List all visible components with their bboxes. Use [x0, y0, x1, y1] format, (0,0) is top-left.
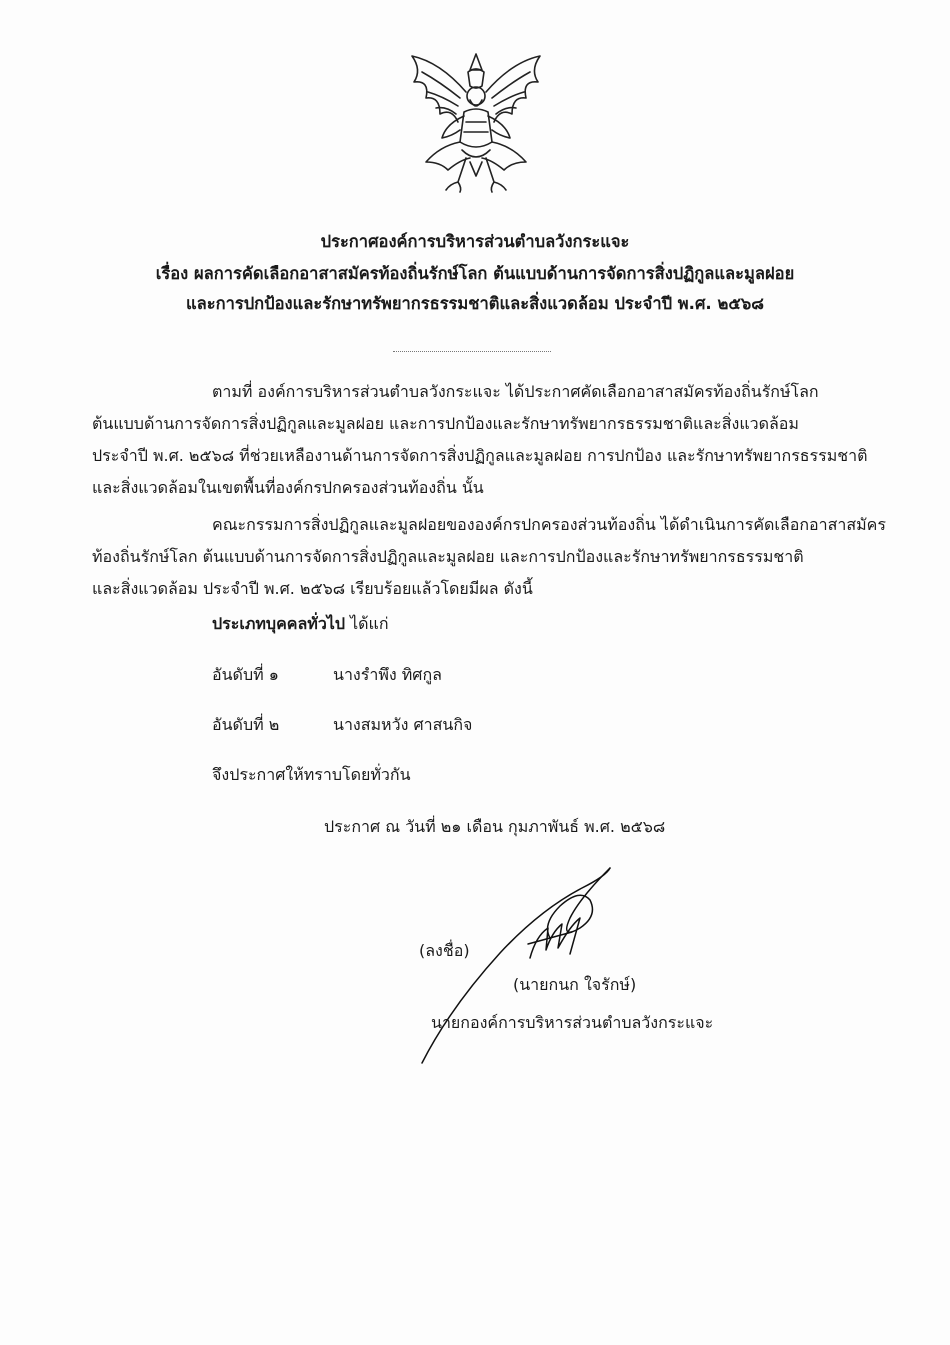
paragraph-2-line-1: คณะกรรมการสิ่งปฏิกูลและมูลฝอยขององค์กรปกครองส่วนท้องถิ่น ได้ดำเนินการคัดเลือกอาสาสมัคร: [212, 515, 886, 534]
title-divider: [393, 351, 551, 352]
subject-line-2: และการปกป้องและรักษาทรัพยากรธรรมชาติและสิ่งแวดล้อม ประจำปี พ.ศ. ๒๕๖๘: [185, 294, 765, 313]
rank-2-name: นางสมหวัง ศาสนกิจ: [333, 715, 473, 734]
category-label: ประเภทบุคคลทั่วไป: [212, 614, 346, 633]
signed-label: (ลงชื่อ): [419, 941, 470, 960]
paragraph-1-line-4: และสิ่งแวดล้อมในเขตพื้นที่องค์กรปกครองส่วนท้องถิ่น นั้น: [92, 478, 484, 497]
subject-line-1: เรื่อง ผลการคัดเลือกอาสาสมัครท้องถิ่นรักษ์โลก ต้นแบบด้านการจัดการสิ่งปฏิกูลและมูลฝอย: [155, 264, 795, 283]
paragraph-2-line-2: ท้องถิ่นรักษ์โลก ต้นแบบด้านการจัดการสิ่งปฏิกูลและมูลฝอย และการปกป้องและรักษาทรัพยากรธรรมชาติ: [92, 547, 804, 566]
paragraph-2-line-3: และสิ่งแวดล้อม ประจำปี พ.ศ. ๒๕๖๘ เรียบร้อยแล้วโดยมีผล ดังนี้: [92, 579, 533, 598]
paragraph-1-line-2: ต้นแบบด้านการจัดการสิ่งปฏิกูลและมูลฝอย และการปกป้องและรักษาทรัพยากรธรรมชาติและสิ่งแวดล้อม: [92, 414, 799, 433]
signatory-name: (นายกนก ใจรักษ์): [513, 975, 637, 994]
rank-1-label: อันดับที่ ๑: [212, 665, 279, 684]
closing-line: จึงประกาศให้ทราบโดยทั่วกัน: [212, 765, 411, 784]
announcement-title: ประกาศองค์การบริหารส่วนตำบลวังกระแจะ: [320, 232, 630, 251]
category-line: [212, 612, 389, 637]
category-suffix: ได้แก่: [345, 614, 389, 633]
rank-2-label: อันดับที่ ๒: [212, 715, 280, 734]
paragraph-1-line-1: ตามที่ องค์การบริหารส่วนตำบลวังกระแจะ ได้ประกาศคัดเลือกอาสาสมัครท้องถิ่นรักษ์โลก: [212, 382, 819, 401]
paragraph-1-line-3: ประจำปี พ.ศ. ๒๕๖๘ ที่ช่วยเหลืองานด้านการจัดการสิ่งปฏิกูลและมูลฝอย การปกป้อง และรักษาทรัพยากรธรรมชาติ: [92, 446, 868, 465]
date-line: ประกาศ ณ วันที่ ๒๑ เดือน กุมภาพันธ์ พ.ศ. ๒๕๖๘: [324, 817, 666, 836]
garuda-emblem: [400, 42, 552, 200]
signatory-position: นายกองค์การบริหารส่วนตำบลวังกระแจะ: [431, 1013, 714, 1032]
rank-1-name: นางรำพึง ทิศกูล: [333, 665, 442, 684]
